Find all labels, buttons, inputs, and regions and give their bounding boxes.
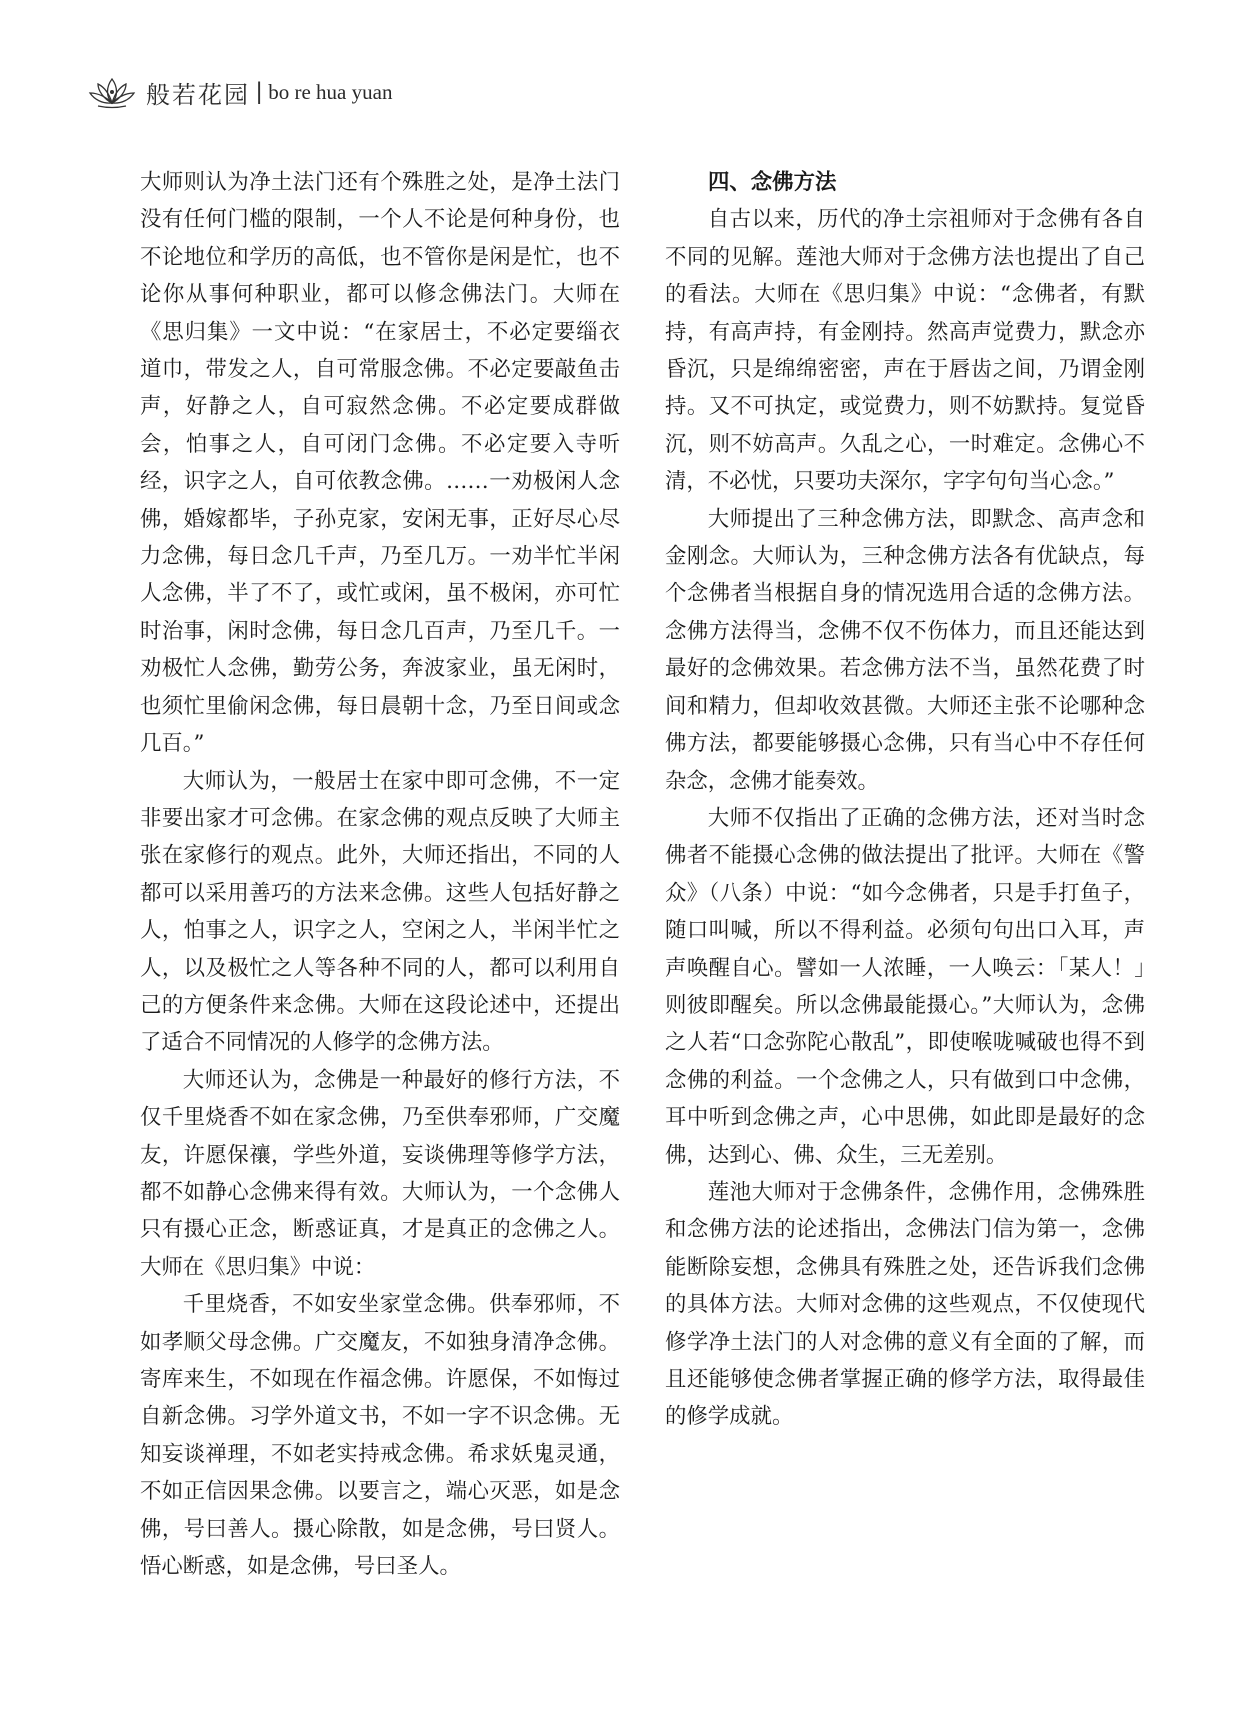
left-quote-paragraph: 千里烧香，不如安坐家堂念佛。供奉邪师，不如孝顺父母念佛。广交魔友，不如独身清净念佛。寄库来生，不如现在作福念佛。许愿保，不如悔过自新念佛。习学外道文书，不如一字不识念佛。无知妄谈禅理，不如老实持戒念佛。希求妖鬼灵通，不如正信因果念佛。以要言之，端心灭恶，如是念佛，号曰善人。摄心除散，如是念佛，号曰贤人。悟心断惑，如是念佛，号曰圣人。 — [140, 1292, 620, 1580]
magazine-name: 般若花园 — [146, 80, 250, 109]
magazine-pinyin: bo re hua yuan — [268, 79, 393, 104]
right-paragraph-2: 大师提出了三种念佛方法，即默念、高声念和金刚念。大师认为，三种念佛方法各有优缺点，每个念佛者当根据自身的情况选用合适的念佛方法。念佛方法得当，念佛不仅不伤体力，而且还能达到最好的念佛效果。若念佛方法不当，虽然花费了时间和精力，但却收效甚微。大师还主张不论哪种念佛方法，都要能够摄心念佛，只有当心中不存任何杂念，念佛才能奏效。 — [665, 506, 1145, 794]
left-paragraph-2: 大师认为，一般居士在家中即可念佛，不一定非要出家才可念佛。在家念佛的观点反映了大师主张在家修行的观点。此外，大师还指出，不同的人都可以采用善巧的方法来念佛。这些人包括好静之人，怕事之人，识字之人，空闲之人，半闲半忙之人，以及极忙之人等各种不同的人，都可以利用自己的方便条件来念佛。大师在这段论述中，还提出了适合不同情况的人修学的念佛方法。 — [140, 768, 620, 1056]
header-separator: | — [256, 78, 263, 105]
left-paragraph-3: 大师还认为，念佛是一种最好的修行方法，不仅千里烧香不如在家念佛，乃至供奉邪师，广交魔友，许愿保禳，学些外道，妄谈佛理等修学方法，都不如静心念佛来得有效。大师认为，一个念佛人只有摄心正念，断惑证真，才是真正的念佛之人。大师在《思归集》中说： — [140, 1067, 620, 1280]
page-header — [88, 70, 392, 114]
right-paragraph-3: 大师不仅指出了正确的念佛方法，还对当时念佛者不能摄心念佛的做法提出了批评。大师在《警众》（八条）中说：“如今念佛者，只是手打鱼子，随口叫喊，所以不得利益。必须句句出口入耳，声声唤醒自心。譬如一人浓睡，一人唤云：「某人！」则彼即醒矣。所以念佛最能摄心。”大师认为，念佛之人若“口念弥陀心散乱”，即使喉咙喊破也得不到念佛的利益。一个念佛之人，只有做到口中念佛，耳中听到念佛之声，心中思佛，如此即是最好的念佛，达到心、佛、众生，三无差别。 — [665, 805, 1145, 1168]
lotus-icon — [88, 75, 136, 109]
right-paragraph-4: 莲池大师对于念佛条件，念佛作用，念佛殊胜和念佛方法的论述指出，念佛法门信为第一，念佛能断除妄想，念佛具有殊胜之处，还告诉我们念佛的具体方法。大师对念佛的这些观点，不仅使现代修学净土法门的人对念佛的意义有全面的了解，而且还能够使念佛者掌握正确的修学方法，取得最佳的修学成就。 — [665, 1179, 1145, 1430]
left-paragraph-1: 大师则认为净土法门还有个殊胜之处，是净土法门没有任何门槛的限制，一个人不论是何种身份，也不论地位和学历的高低，也不管你是闲是忙，也不论你从事何种职业，都可以修念佛法门。大师在《思归集》一文中说：“在家居士，不必定要缁衣道巾，带发之人，自可常服念佛。不必定要敲鱼击声，好静之人，自可寂然念佛。不必定要成群做会，怕事之人，自可闭门念佛。不必定要入寺听经，识字之人，自可依教念佛。……一劝极闲人念佛，婚嫁都毕，子孙克家，安闲无事，正好尽心尽力念佛，每日念几千声，乃至几万。一劝半忙半闲人念佛，半了不了，或忙或闲，虽不极闲，亦可忙时治事，闲时念佛，每日念几百声，乃至几千。一劝极忙人念佛，勤劳公务，奔波家业，虽无闲时，也须忙里偷闲念佛，每日晨朝十念，乃至日间或念几百。” — [140, 170, 620, 757]
section-heading: 四、念佛方法 — [708, 170, 837, 195]
right-paragraph-1: 自古以来，历代的净土宗祖师对于念佛有各自不同的见解。莲池大师对于念佛方法也提出了自己的看法。大师在《思归集》中说：“念佛者，有默持，有高声持，有金刚持。然高声觉费力，默念亦昏沉，只是绵绵密密，声在于唇齿之间，乃谓金刚持。又不可执定，或觉费力，则不妨默持。复觉昏沉，则不妨高声。久乱之心，一时难定。念佛心不清，不必忧，只要功夫深尔，字字句句当心念。” — [665, 207, 1145, 495]
right-column — [665, 164, 1145, 1436]
left-column — [140, 164, 620, 1585]
